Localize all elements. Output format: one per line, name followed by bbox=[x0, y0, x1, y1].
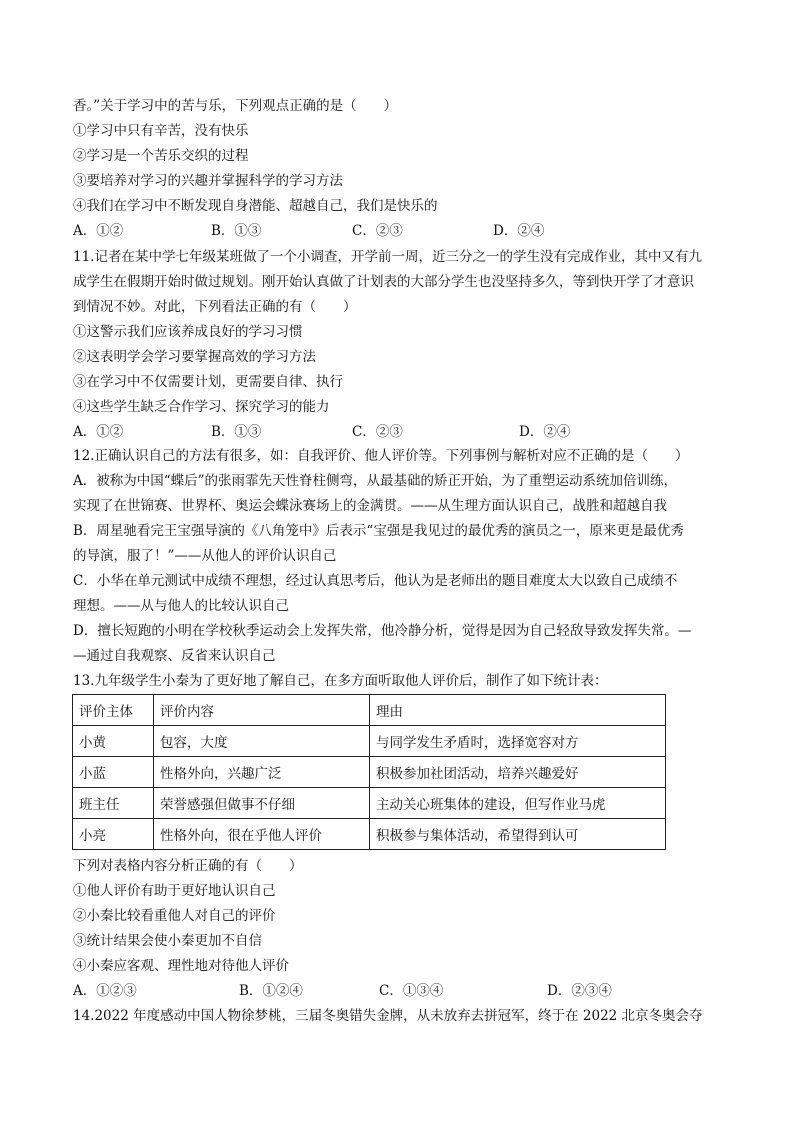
q13-question: 下列对表格内容分析正确的有（ ） bbox=[73, 858, 303, 874]
table-cell: 小黄 bbox=[73, 726, 154, 757]
table-header: 评价内容 bbox=[154, 695, 370, 726]
table-row bbox=[73, 819, 666, 850]
q11-option-b: B．①③ bbox=[211, 424, 262, 440]
q10-option-b: B．①③ bbox=[211, 223, 262, 239]
table-header: 评价主体 bbox=[73, 695, 154, 726]
q10-statement-1: ①学习中只有辛苦，没有快乐 bbox=[73, 123, 249, 139]
table-cell: 小亮 bbox=[73, 819, 154, 850]
table-cell: 积极参与集体活动，希望得到认可 bbox=[370, 819, 666, 850]
q11-statement-4: ④这些学生缺乏合作学习、探究学习的能力 bbox=[73, 399, 330, 415]
q13-stem: 13.九年级学生小秦为了更好地了解自己，在多方面听取他人评价后，制作了如下统计表： bbox=[73, 673, 608, 689]
q11-statement-2: ②这表明学会学习要掌握高效的学习方法 bbox=[73, 349, 316, 365]
q11-stem-line-1: 11.记者在某中学七年级某班做了一个小调查，开学前一周，近三分之一的学生没有完成作业，其中又有九 bbox=[73, 249, 702, 265]
table-header: 理由 bbox=[370, 695, 666, 726]
q11-option-c: C．②③ bbox=[352, 424, 403, 440]
q12-stem: 12.正确认识自己的方法有很多，如：自我评价、他人评价等。下列事例与解析对应不正确的是（ ） bbox=[73, 448, 689, 464]
q14-stem-start: 14.2022 年度感动中国人物徐梦桃，三届冬奥错失金牌，从未放弃去拼冠军，终于在 2022 北京冬奥会夺 bbox=[73, 1008, 703, 1024]
q11-statement-1: ①这警示我们应该养成良好的学习习惯 bbox=[73, 324, 303, 340]
table-cell: 性格外向，兴趣广泛 bbox=[154, 757, 370, 788]
q10-option-a: A．①② bbox=[73, 223, 124, 239]
q13-option-c: C．①③④ bbox=[379, 983, 444, 999]
table-cell: 主动关心班集体的建设，但写作业马虎 bbox=[370, 788, 666, 819]
q10-option-d: D．②④ bbox=[493, 223, 545, 239]
q12-line-1: A．被称为中国“蝶后”的张雨霏先天性脊柱侧弯，从最基础的矫正开始，为了重塑运动系统加倍训练， bbox=[73, 473, 678, 489]
q10-stem-end: 香。”关于学习中的苦与乐，下列观点正确的是（ ） bbox=[73, 98, 398, 114]
q12-line-6: 理想。——从与他人的比较认识自己 bbox=[73, 598, 289, 614]
q11-statement-3: ③在学习中不仅需要计划，更需要自律、执行 bbox=[73, 374, 343, 390]
q12-line-4: 的导演，服了！”——从他人的评价认识自己 bbox=[73, 548, 337, 564]
table-cell: 小蓝 bbox=[73, 757, 154, 788]
q10-options bbox=[73, 221, 733, 241]
table-row bbox=[73, 757, 666, 788]
q12-line-3: B．周星驰看完王宝强导演的《八角笼中》后表示“宝强是我见过的最优秀的演员之一，原来更是最优秀 bbox=[73, 523, 684, 539]
q10-option-c: C．②③ bbox=[352, 223, 403, 239]
table-cell: 性格外向，很在乎他人评价 bbox=[154, 819, 370, 850]
table-cell: 积极参加社团活动，培养兴趣爱好 bbox=[370, 757, 666, 788]
table-header-row bbox=[73, 695, 666, 726]
q13-option-d: D．②③④ bbox=[547, 983, 612, 999]
q12-line-8: —通过自我观察、反省来认识自己 bbox=[73, 648, 276, 664]
q13-option-b: B．①②④ bbox=[239, 983, 303, 999]
table-cell: 包容，大度 bbox=[154, 726, 370, 757]
q11-option-a: A．①② bbox=[73, 424, 124, 440]
table-cell: 班主任 bbox=[73, 788, 154, 819]
table-row bbox=[73, 788, 666, 819]
table-cell: 荣誉感强但做事不仔细 bbox=[154, 788, 370, 819]
q11-options bbox=[73, 422, 733, 442]
q13-statement-2: ②小秦比较看重他人对自己的评价 bbox=[73, 908, 276, 924]
q13-statement-4: ④小秦应客观、理性地对待他人评价 bbox=[73, 958, 289, 974]
q11-option-d: D．②④ bbox=[519, 424, 571, 440]
q13-options bbox=[73, 981, 733, 1001]
q11-stem-line-2: 成学生在假期开始时做过规划。刚开始认真做了计划表的大部分学生也没坚持多久，等到快开学了才意识 bbox=[73, 274, 694, 290]
q12-line-2: 实现了在世锦赛、世界杯、奥运会蝶泳赛场上的金满贯。——从生理方面认识自己，战胜和超越自我 bbox=[73, 498, 667, 514]
q13-option-a: A．①②③ bbox=[73, 983, 137, 999]
q13-statement-3: ③统计结果会使小秦更加不自信 bbox=[73, 933, 262, 949]
q12-line-5: C．小华在单元测试中成绩不理想，经过认真思考后，他认为是老师出的题目难度太大以致自己成绩不 bbox=[73, 573, 678, 589]
q13-statement-1: ①他人评价有助于更好地认识自己 bbox=[73, 883, 276, 899]
table-cell: 与同学发生矛盾时，选择宽容对方 bbox=[370, 726, 666, 757]
q12-line-7: D．擅长短跑的小明在学校秋季运动会上发挥失常，他冷静分析，觉得是因为自己轻敌导致发挥失常。— bbox=[73, 623, 692, 639]
q10-statement-2: ②学习是一个苦乐交织的过程 bbox=[73, 148, 249, 164]
q11-stem-line-3: 到情况不妙。对此，下列看法正确的有（ ） bbox=[73, 299, 357, 315]
q10-statement-4: ④我们在学习中不断发现自身潜能、超越自己，我们是快乐的 bbox=[73, 198, 438, 214]
evaluation-table bbox=[72, 694, 666, 850]
q10-statement-3: ③要培养对学习的兴趣并掌握科学的学习方法 bbox=[73, 173, 343, 189]
table-row bbox=[73, 726, 666, 757]
